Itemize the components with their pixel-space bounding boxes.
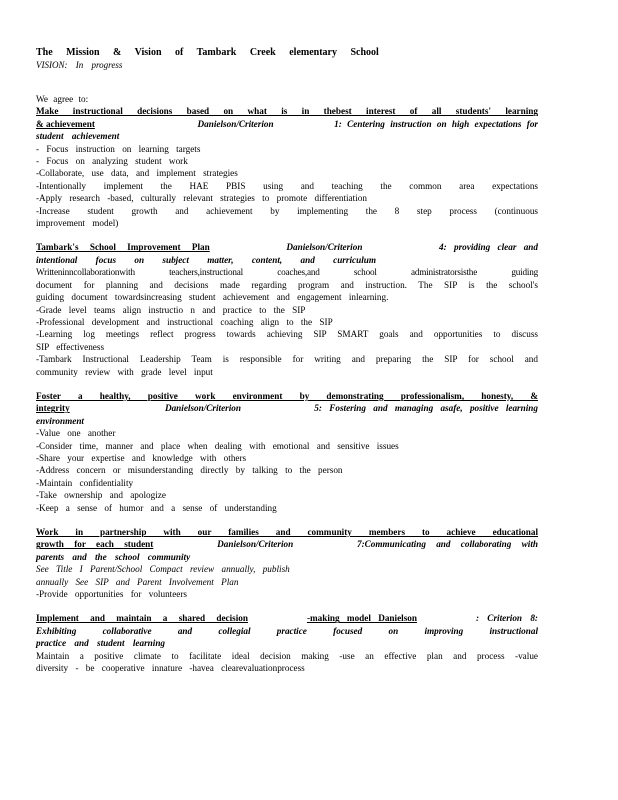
section-4-criterion-label: Danielson/Criterion — [217, 539, 294, 550]
section-1-goal-end: & achievement — [36, 118, 95, 129]
section-3-item: -Take ownership and apologize — [36, 490, 166, 501]
section-3-criterion-title: 5: Fostering and managing asafe, positive learning — [314, 403, 538, 414]
section-5-goal: Implement and maintain a shared decision — [36, 613, 249, 624]
section-1-item: -Apply research -based, culturally relevant strategies to promote differentiation — [36, 193, 367, 204]
section-2-item: -Professional development and instructional coaching align to the SIP — [36, 316, 333, 327]
section-2-item: Writteninncollaborationwith teachers,instructional coaches,and school administratorsisthe guiding — [36, 267, 538, 278]
section-5-item: diversity - be cooperative innature -havea clearevaluationprocess — [36, 663, 305, 674]
section-2 — [36, 241, 538, 377]
section-3-item: -Share your expertise and knowledge with others — [36, 452, 247, 463]
section-5 — [36, 612, 538, 674]
section-3-goal-end: integrity — [36, 403, 70, 414]
section-3-item: -Maintain confidentiality — [36, 477, 134, 488]
section-5-heading-line-1 — [36, 612, 538, 624]
section-2-criterion-title: 4: providing clear and — [439, 242, 538, 253]
section-3-criterion-label: Danielson/Criterion — [164, 403, 242, 414]
section-2-item: -Tambark Instructional Leadership Team is responsible for writing and preparing the SIP for school and — [36, 354, 538, 365]
section-4-criterion-title: 7:Communicating and collaborating with — [357, 539, 538, 550]
section-2-item: document for planning and decisions made regarding program and instruction. The SIP is the school's — [36, 279, 538, 290]
section-2-item: -Learning log meetings reflect progress towards achieving SIP SMART goals and opportunities to discuss — [36, 329, 538, 340]
section-1-criterion-label: Danielson/Criterion — [197, 118, 274, 129]
section-3 — [36, 390, 538, 514]
section-1-item: improvement model) — [36, 218, 119, 229]
section-2-criterion-label: Danielson/Criterion — [286, 242, 363, 253]
section-1 — [36, 105, 538, 229]
section-1-item: - Focus on analyzing student work — [36, 156, 188, 167]
spacer — [36, 71, 538, 93]
section-4-heading-line-1: Work in partnership with our families and community members to achieve educational — [36, 527, 538, 537]
section-4-item: -Provide opportunities for volunteers — [36, 589, 188, 600]
document-page — [36, 46, 538, 674]
section-5-goal-cont: -making model Danielson — [306, 613, 418, 624]
section-1-heading-line-2 — [36, 118, 538, 130]
section-5-item: Maintain a positive climate to facilitate ideal decision making -use an effective plan and process -value — [36, 650, 538, 661]
document-title: The Mission & Vision of Tambark Creek elementary School — [36, 47, 379, 58]
section-1-item: -Collaborate, use data, and implement strategies — [36, 168, 238, 179]
section-2-heading-line-2: intentional focus on subject matter, content, and curriculum — [36, 254, 376, 265]
section-1-criterion-title: 1: Centering instruction on high expectations for — [334, 118, 538, 129]
section-3-heading-line-1: Foster a healthy, positive work environment by demonstrating professionalism, honesty, & — [36, 390, 538, 401]
section-1-heading-line-1: Make instructional decisions based on what is in thebest interest of all students' learning — [36, 106, 538, 117]
section-5-heading-line-3: practice and student learning — [36, 638, 166, 649]
section-4-item-italic: See Title I Parent/School Compact review annually, publish — [36, 564, 290, 575]
section-2-goal: Tambark's School Improvement Plan — [36, 242, 210, 253]
section-4-heading-line-3: parents and the school community — [36, 551, 191, 562]
section-3-heading-line-3: environment — [36, 415, 84, 426]
section-3-item: -Keep a sense of humor and a sense of understanding — [36, 502, 277, 513]
section-1-item: -Increase student growth and achievement by implementing the 8 step process (continuous — [36, 205, 538, 216]
vision-status: VISION: In progress — [36, 60, 123, 70]
section-2-item: community review with grade level input — [36, 366, 213, 377]
section-2-item: guiding document towardsincreasing student achievement and engagement inlearning. — [36, 292, 389, 303]
section-2-item: SIP effectiveness — [36, 341, 105, 352]
section-4-item-italic: annually See SIP and Parent Involvement Plan — [36, 576, 239, 587]
agree-intro: We agree to: — [36, 94, 89, 104]
section-3-heading-line-2 — [36, 402, 538, 414]
section-1-item: -Intentionally implement the HAE PBIS using and teaching the common area expectations — [36, 180, 538, 191]
section-3-item: -Consider time, manner and place when dealing with emotional and sensitive issues — [36, 440, 399, 451]
section-4-goal-end: growth for each student — [36, 539, 154, 550]
section-1-heading-line-3: student achievement — [36, 131, 120, 142]
section-4 — [36, 526, 538, 600]
section-2-heading-line-1 — [36, 241, 538, 253]
section-5-criterion-label: : Criterion 8: — [475, 613, 538, 624]
section-1-item: - Focus instruction on learning targets — [36, 143, 201, 154]
section-2-item: -Grade level teams align instructio n and practice to the SIP — [36, 304, 306, 315]
section-5-heading-line-2: Exhibiting collaborative and collegial practice focused on improving instructional — [36, 625, 538, 636]
section-3-item: -Value one another — [36, 428, 116, 439]
section-4-heading-line-2 — [36, 538, 538, 550]
section-3-item: -Address concern or misunderstanding directly by talking to the person — [36, 465, 343, 476]
